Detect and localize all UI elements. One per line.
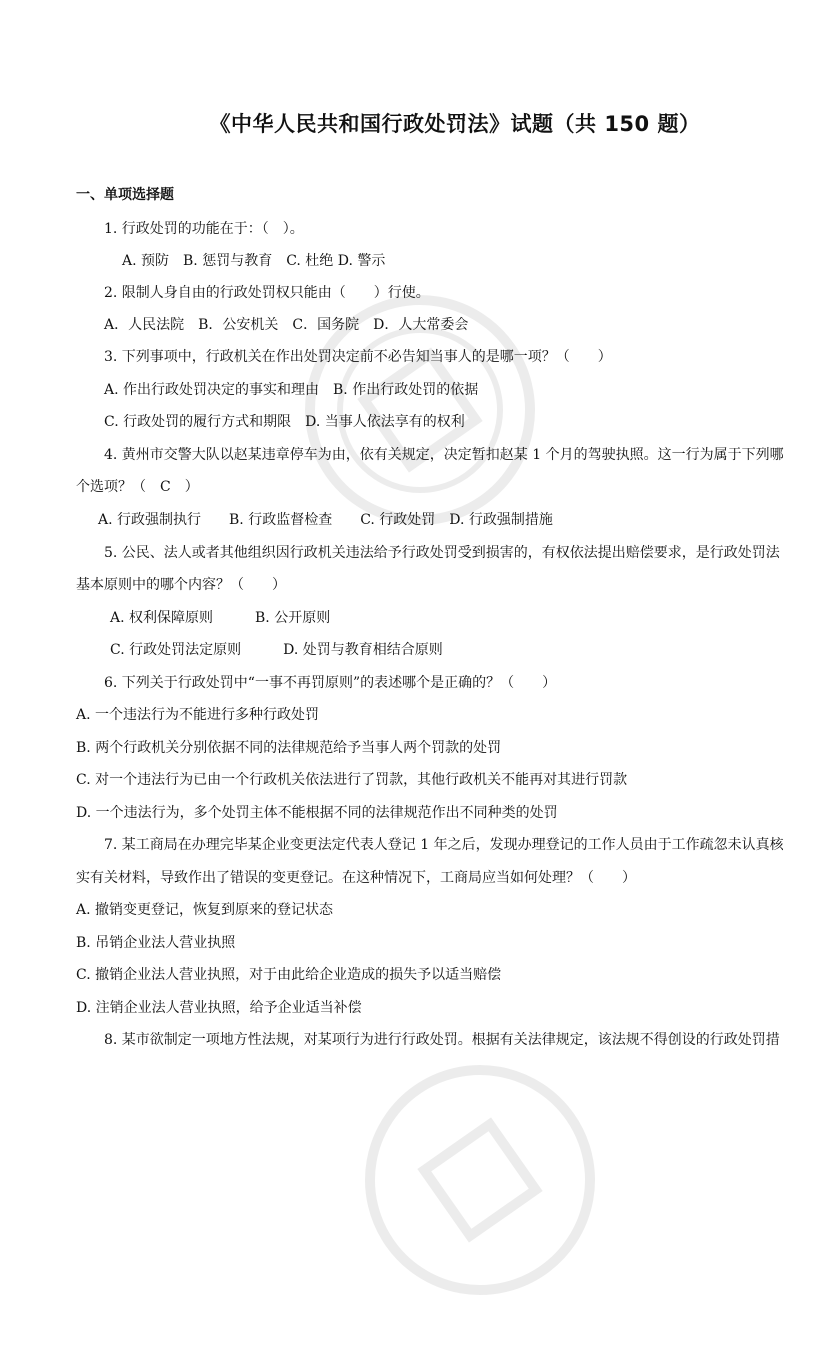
question-4: 4. 黄州市交警大队以赵某违章停车为由，依有关规定，决定暂扣赵某 1 个月的驾驶执照。这一行为属于下列哪: [104, 447, 784, 463]
section-heading: 一、单项选择题: [76, 187, 174, 203]
question-8: 8. 某市欲制定一项地方性法规，对某项行为进行行政处罚。根据有关法律规定，该法规不得创设的行政处罚措: [104, 1032, 780, 1048]
question-7-option-d: D. 注销企业法人营业执照，给予企业适当补偿: [76, 1000, 362, 1016]
question-5: 5. 公民、法人或者其他组织因行政机关违法给予行政处罚受到损害的，有权依法提出赔偿要求，是行政处罚法: [104, 545, 780, 561]
question-7: 7. 某工商局在办理完毕某企业变更法定代表人登记 1 年之后，发现办理登记的工作人员由于工作疏忽未认真核: [104, 837, 784, 853]
question-4-options: A. 行政强制执行 B. 行政监督检查 C. 行政处罚 D. 行政强制措施: [98, 512, 553, 528]
question-3: 3. 下列事项中，行政机关在作出处罚决定前不必告知当事人的是哪一项？（ ）: [104, 349, 612, 365]
question-5-options-ab: A. 权利保障原则 B. 公开原则: [110, 610, 331, 626]
question-2-options: A．人民法院 B．公安机关 C．国务院 D．人大常委会: [104, 317, 469, 333]
question-7-option-c: C. 撤销企业法人营业执照，对于由此给企业造成的损失予以适当赔偿: [76, 967, 502, 983]
question-4-cont: 个选项？（ C ）: [76, 479, 199, 495]
watermark-stamp-icon: [313, 1013, 647, 1347]
question-7-option-b: B. 吊销企业法人营业执照: [76, 935, 236, 951]
document-title: 《中华人民共和国行政处罚法》试题（共 150 题）: [209, 112, 701, 136]
question-6-option-a: A. 一个违法行为不能进行多种行政处罚: [76, 707, 320, 723]
question-6-option-c: C. 对一个违法行为已由一个行政机关依法进行了罚款，其他行政机关不能再对其进行罚款: [76, 772, 628, 788]
question-7-option-a: A. 撤销变更登记，恢复到原来的登记状态: [76, 902, 334, 918]
question-5-cont: 基本原则中的哪个内容？（ ）: [76, 577, 286, 593]
question-7-cont: 实有关材料，导致作出了错误的变更登记。在这种情况下，工商局应当如何处理？（ ）: [76, 870, 636, 886]
question-3-options-cd: C. 行政处罚的履行方式和期限 D. 当事人依法享有的权利: [104, 414, 465, 430]
question-6-option-b: B. 两个行政机关分别依据不同的法律规范给予当事人两个罚款的处罚: [76, 740, 502, 756]
question-5-options-cd: C. 行政处罚法定原则 D. 处罚与教育相结合原则: [110, 642, 443, 658]
question-1-options: A. 预防 B. 惩罚与教育 C. 杜绝 D. 警示: [122, 253, 386, 269]
question-6: 6. 下列关于行政处罚中“一事不再罚原则”的表述哪个是正确的？（ ）: [104, 675, 557, 691]
question-2: 2. 限制人身自由的行政处罚权只能由（ ）行使。: [104, 285, 430, 301]
question-3-options-ab: A. 作出行政处罚决定的事实和理由 B. 作出行政处罚的依据: [104, 382, 479, 398]
question-1: 1. 行政处罚的功能在于：（ ）。: [104, 221, 304, 237]
question-6-option-d: D. 一个违法行为，多个处罚主体不能根据不同的法律规范作出不同种类的处罚: [76, 805, 558, 821]
